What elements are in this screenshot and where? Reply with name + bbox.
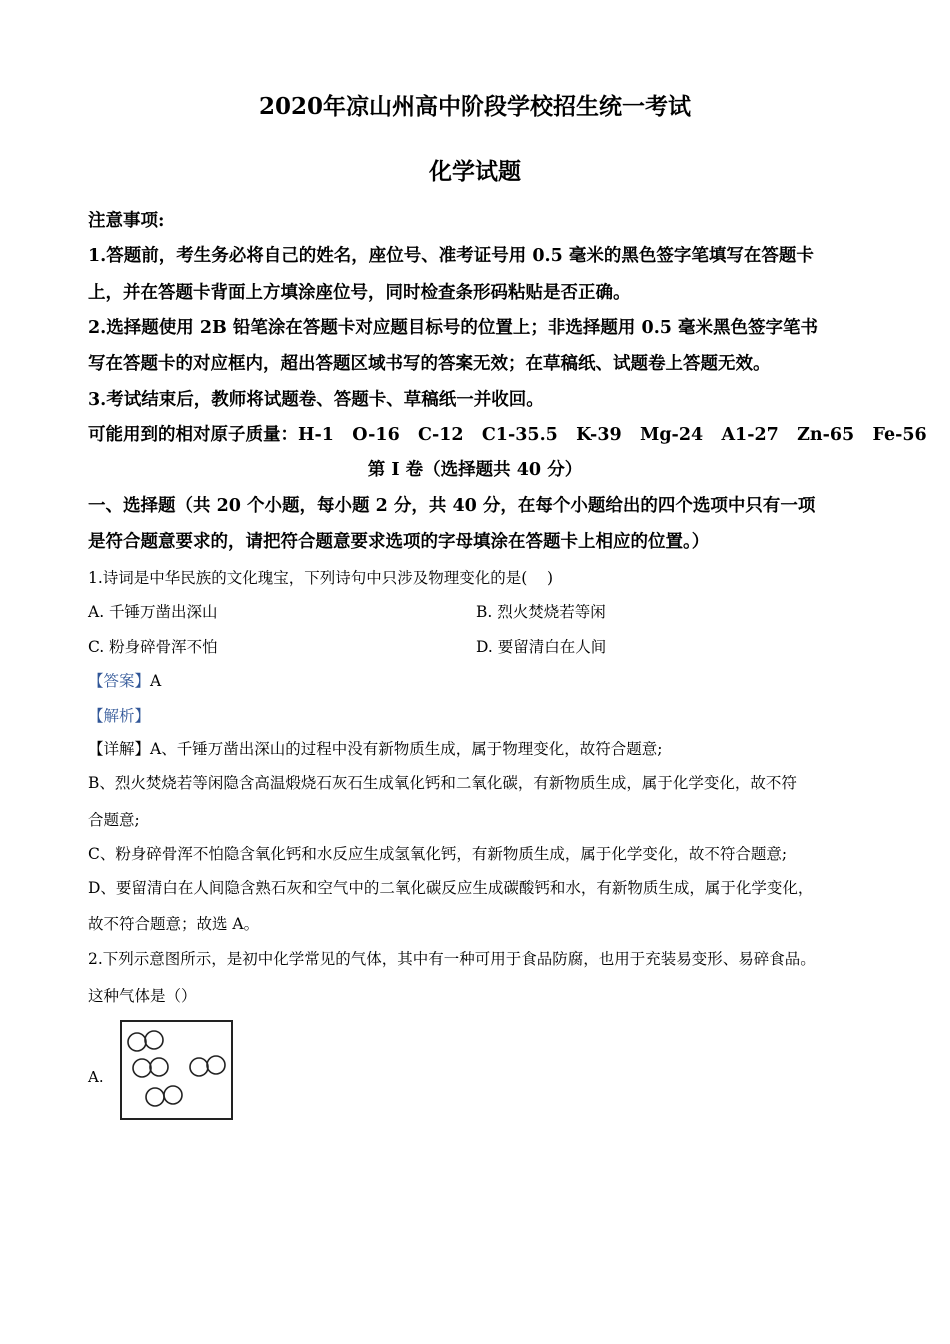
notice-item-2-line-2: 写在答题卡的对应框内，超出答题区域书写的答案无效；在草稿纸、试题卷上答题无效。 xyxy=(88,354,771,374)
molecule-4-atom-2 xyxy=(164,1086,182,1104)
option-a: A. 千锤万凿出深山 xyxy=(88,603,218,621)
molecule-diagram-box xyxy=(120,1020,233,1120)
molecule-3-atom-2 xyxy=(207,1056,225,1074)
exam-title: 2020年凉山州高中阶段学校招生统一考试 xyxy=(258,93,691,120)
molecule-1-atom-1 xyxy=(128,1033,146,1051)
section-instruction-line-2: 是符合题意要求的，请把符合题意要求选项的字母填涂在答题卡上相应的位置。） xyxy=(88,532,710,552)
detail-line-1: 【详解】A、千锤万凿出深山的过程中没有新物质生成，属于物理变化，故符合题意; xyxy=(88,740,663,758)
question-1-options-row-1 xyxy=(88,600,868,622)
question-2-stem-line-2: 这种气体是（） xyxy=(88,987,197,1005)
molecule-2-atom-2 xyxy=(150,1058,168,1076)
notice-item-1-line-1: 1.答题前，考生务必将自己的姓名，座位号、准考证号用 0.5 毫米的黑色签字笔填写在答题卡 xyxy=(88,246,814,266)
diatomic-molecules-diagram xyxy=(122,1022,231,1118)
detail-line-3: C、粉身碎骨浑不怕隐含氧化钙和水反应生成氢氧化钙，有新物质生成，属于化学变化，故不符合题意; xyxy=(88,845,788,863)
answer-line xyxy=(88,669,161,691)
question-1-options-row-2 xyxy=(88,635,868,657)
notice-item-3: 3.考试结束后，教师将试题卷、答题卡、草稿纸一并收回。 xyxy=(88,390,544,410)
figure-option-a-label: A. xyxy=(88,1068,104,1086)
analysis-tag: 【解析】 xyxy=(88,707,151,725)
atomic-masses: 可能用到的相对原子质量：H-1 O-16 C-12 C1-35.5 K-39 Mg-24 A1-27 Zn-65 Fe-56 xyxy=(88,425,927,445)
notice-heading: 注意事项: xyxy=(88,211,165,231)
detail-line-4a: D、要留清白在人间隐含熟石灰和空气中的二氧化碳反应生成碳酸钙和水，有新物质生成，属于化学变化， xyxy=(88,879,814,897)
question-2-stem-line-1: 2.下列示意图所示，是初中化学常见的气体，其中有一种可用于食品防腐，也用于充装易变形、易碎食品。 xyxy=(88,950,816,968)
notice-item-1-line-2: 上，并在答题卡背面上方填涂座位号，同时检查条形码粘贴是否正确。 xyxy=(88,283,631,303)
detail-line-2b: 合题意; xyxy=(88,811,140,829)
molecule-4-atom-1 xyxy=(146,1088,164,1106)
detail-line-4b: 故不符合题意；故选 A。 xyxy=(88,915,260,933)
detail-line-2a: B、烈火焚烧若等闲隐含高温煅烧石灰石生成氧化钙和二氧化碳，有新物质生成，属于化学变化，故不符 xyxy=(88,774,797,792)
molecule-3-atom-1 xyxy=(190,1058,208,1076)
option-d: D. 要留清白在人间 xyxy=(476,638,607,656)
section-instruction-line-1: 一、选择题（共 20 个小题，每小题 2 分，共 40 分，在每个小题给出的四个选项中只有一项 xyxy=(88,496,816,516)
notice-item-2-line-1: 2.选择题使用 2B 铅笔涂在答题卡对应题目标号的位置上；非选择题用 0.5 毫米黑色签字笔书 xyxy=(88,318,819,338)
molecule-2-atom-1 xyxy=(133,1059,151,1077)
answer-tag: 【答案】 xyxy=(88,672,151,690)
molecule-1-atom-2 xyxy=(145,1031,163,1049)
option-b: B. 烈火焚烧若等闲 xyxy=(476,603,606,621)
exam-subtitle: 化学试题 xyxy=(429,158,521,185)
option-c: C. 粉身碎骨浑不怕 xyxy=(88,638,218,656)
volume-title: 第 I 卷（选择题共 40 分） xyxy=(367,460,583,480)
question-1-stem: 1.诗词是中华民族的文化瑰宝，下列诗句中只涉及物理变化的是( ) xyxy=(88,569,554,587)
answer-value: A xyxy=(150,672,162,690)
